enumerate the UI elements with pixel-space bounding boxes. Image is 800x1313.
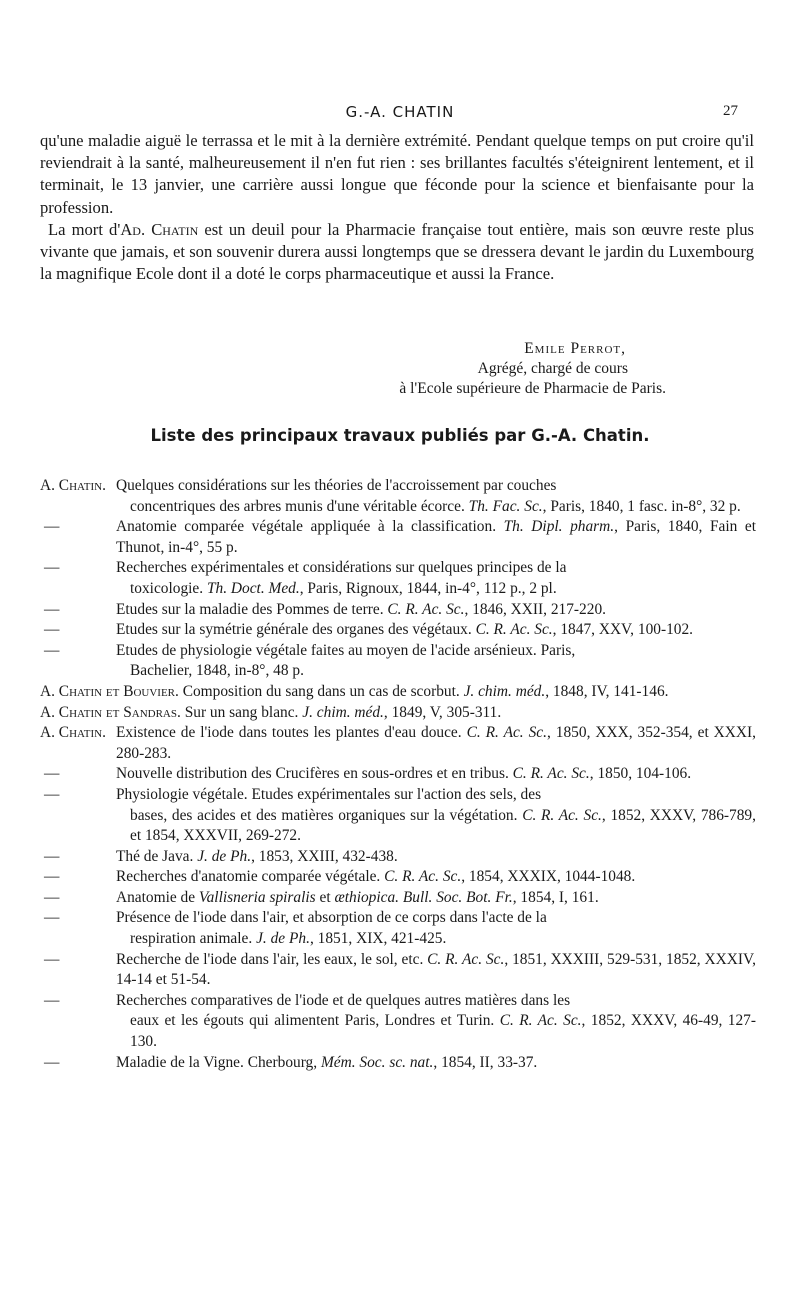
entry-citation: , 1849, V, 305-311. [383, 703, 502, 721]
entry-source: Th. Doct. Med. [206, 579, 300, 597]
paragraph-text: La mort d' [48, 219, 121, 239]
bibliography-entry [40, 867, 756, 888]
entry-text [40, 682, 756, 703]
entry-title: Recherche de l'iode dans l'air, les eaux, le sol, etc. [116, 950, 428, 968]
entry-source: C. R. Ac. Sc. [512, 765, 590, 783]
entry-citation: , 1854, II, 33-37. [433, 1053, 538, 1071]
bibliography-entry [40, 558, 756, 599]
bibliography-entry [40, 600, 756, 621]
entry-title: bases, des acides et des matières organiques sur la végétation. [130, 806, 523, 824]
ditto-dash: — [44, 991, 60, 1009]
entry-text [116, 991, 756, 1053]
ditto-dash: — [44, 518, 60, 536]
entry-title: Physiologie végétale. Etudes expérimentales sur l'action des sels, des [116, 785, 542, 803]
bibliography-entry [40, 723, 756, 764]
paragraph [40, 219, 754, 286]
entry-source: C. R. Ac. Sc. [522, 806, 602, 824]
bibliography-entry [40, 703, 756, 724]
entry-source: J. chim. méd. [302, 703, 384, 721]
entry-source: C. R. Ac. Sc. [384, 868, 462, 886]
entry-title: et [315, 888, 335, 906]
entry-author: A. Chatin et Bouvier. [40, 682, 183, 700]
entry-title: Maladie de la Vigne. Cherbourg, [116, 1053, 321, 1071]
entry-title: Recherches expérimentales et considérations sur quelques principes de la [116, 559, 567, 577]
entry-citation: , 1853, XXIII, 432-438. [251, 847, 398, 865]
entry-title: Anatomie comparée végétale appliquée à la classification. [116, 518, 504, 536]
ditto-dash: — [44, 888, 60, 906]
entry-source: Th. Dipl. pharm. [503, 518, 615, 536]
signature-role: Agrégé, chargé de cours [477, 360, 628, 377]
signature-name: Emile Perrot, [524, 340, 626, 357]
section-title: Liste des principaux travaux publiés par G.-A. Chatin. [150, 426, 650, 445]
entry-continuation [116, 579, 756, 600]
entry-title: Thé de Java. [116, 847, 198, 865]
entry-text [116, 476, 756, 517]
entry-title: respiration animale. [130, 930, 257, 948]
ditto-dash: — [44, 559, 60, 577]
entry-author: A. Chatin. [40, 724, 106, 742]
entry-source: C. R. Ac. Sc. [466, 724, 547, 742]
running-title: G.-A. CHATIN [345, 103, 455, 121]
ditto-dash: — [44, 1053, 60, 1071]
ditto-dash: — [44, 868, 60, 886]
bibliography-entry [40, 764, 756, 785]
entry-text [116, 600, 756, 621]
entry-title: Etudes sur la maladie des Pommes de terre. [116, 600, 388, 618]
bibliography-entry [40, 908, 756, 949]
entry-citation: , 1848, IV, 141-146. [545, 682, 669, 700]
bibliography-entry [40, 682, 756, 703]
signature-institution: à l'Ecole supérieure de Pharmacie de Paris. [399, 380, 666, 397]
entry-text [116, 867, 756, 888]
ditto-dash: — [44, 950, 60, 968]
ditto-dash: — [44, 600, 60, 618]
bibliography-entry [40, 1053, 756, 1074]
signature-block [40, 339, 754, 399]
entry-title: Nouvelle distribution des Crucifères en sous-ordres et en tribus. [116, 765, 513, 783]
entry-text [116, 723, 756, 764]
entry-title: Recherches comparatives de l'iode et de quelques autres matières dans les [116, 991, 571, 1009]
entry-source: C. R. Ac. Sc. [499, 1012, 582, 1030]
entry-text [116, 764, 756, 785]
entry-text [116, 517, 756, 558]
entry-source: J. chim. méd. [463, 682, 546, 700]
entry-title: Composition du sang dans un cas de scorbut. [182, 682, 464, 700]
entry-citation: , 1854, XXXIX, 1044-1048. [461, 868, 636, 886]
entry-continuation [116, 661, 756, 682]
entry-source: C. R. Ac. Sc. [475, 621, 553, 639]
entry-citation: , 1851, XIX, 421-425. [309, 930, 447, 948]
paragraph: qu'une maladie aiguë le terrassa et le mit à la dernière extrémité. Pendant quelque temps on put croire qu'il reviendrait à la santé, malheureusement il n'en fut rien : ses brillantes facultés s'éteignirent lentement, et il terminait, le 13 janvier, une carrière aussi longue que féconde pour la science et bienfaisante pour la profession. [40, 131, 754, 217]
entry-text [116, 908, 756, 949]
entry-citation: , Paris, 1840, 1 fasc. in-8°, 32 p. [542, 497, 741, 515]
ditto-dash: — [44, 785, 60, 803]
entry-source: æthiopica. Bull. Soc. Bot. Fr. [334, 888, 513, 906]
ditto-dash: — [44, 847, 60, 865]
entry-citation: , 1851, XXXIII, 529-531, 1852, XXXIV, 14-14 et 51-54. [116, 950, 756, 989]
entry-title: Quelques considérations sur les théories de l'accroissement par couches [116, 477, 557, 494]
paragraph-text: est un deuil pour la Pharmacie française tout entière, mais son œuvre reste plus vivante que jamais, et son souvenir durera aussi longtemps que se dressera devant le jardin du Luxembourg la magnifique Ecole dont il a doté le corps pharmaceutique et aussi la France. [40, 219, 754, 284]
bibliography-entry [40, 476, 756, 517]
bibliography-entry [40, 888, 756, 909]
entry-title: Sur un sang blanc. [184, 703, 303, 721]
entry-text [116, 950, 756, 991]
entry-text [116, 785, 756, 847]
entry-title: Etudes de physiologie végétale faites au moyen de l'acide arsénieux. Paris, [116, 641, 576, 659]
entry-text [116, 620, 756, 641]
ditto-dash: — [44, 909, 60, 927]
person-name: Ad. Chatin [120, 219, 199, 239]
entry-title: eaux et les égouts qui alimentent Paris, Londres et Turin. [130, 1012, 500, 1030]
entry-continuation [116, 1011, 756, 1052]
entry-title: Etudes sur la symétrie générale des organes des végétaux. [116, 621, 476, 639]
ditto-dash: — [44, 621, 60, 639]
entry-text [116, 641, 756, 682]
entry-title: Présence de l'iode dans l'air, et absorption de ce corps dans l'acte de la [116, 909, 547, 927]
bibliography-entry [40, 641, 756, 682]
entry-source: Vallisneria spiralis [198, 888, 316, 906]
entry-continuation [116, 806, 756, 847]
obituary-text [40, 130, 754, 285]
bibliography-entry [40, 785, 756, 847]
entry-title: Recherches d'anatomie comparée végétale. [116, 868, 385, 886]
entry-citation: , 1850, XXX, 352-354, et XXXI, 280-283. [116, 724, 756, 762]
entry-title: concentriques des arbres munis d'une véritable écorce. [130, 497, 469, 515]
entry-source: J. de Ph. [197, 847, 252, 865]
bibliography-entry [40, 991, 756, 1053]
entry-citation: , 1846, XXII, 217-220. [464, 600, 606, 618]
entry-title: Existence de l'iode dans toutes les plantes d'eau douce. [116, 724, 467, 742]
entry-title: Bachelier, 1848, in-8°, 48 p. [130, 662, 304, 680]
ditto-dash: — [44, 641, 60, 659]
entry-citation: , 1852, XXXV, 786-789, et 1854, XXXVII, 269-272. [130, 806, 756, 845]
page-header [0, 103, 800, 123]
bibliography-entry [40, 517, 756, 558]
page-number: 27 [723, 103, 738, 119]
bibliography-entry [40, 620, 756, 641]
entry-source: C. R. Ac. Sc. [387, 600, 465, 618]
entry-source: C. R. Ac. Sc. [427, 950, 505, 968]
entry-text [116, 888, 756, 909]
entry-source: Th. Fac. Sc. [468, 497, 543, 515]
entry-continuation [116, 497, 756, 518]
entry-citation: , Paris, Rignoux, 1844, in-4°, 112 p., 2 pl. [299, 579, 557, 597]
entry-source: Mém. Soc. sc. nat. [320, 1053, 434, 1071]
entry-text [40, 703, 756, 724]
entry-citation: , 1854, I, 161. [512, 888, 599, 906]
entry-citation: , 1850, 104-106. [589, 765, 692, 783]
entry-citation: , 1847, XXV, 100-102. [552, 621, 694, 639]
entry-text [116, 558, 756, 599]
bibliography-list [40, 476, 756, 1073]
bibliography-entry [40, 847, 756, 868]
entry-citation: , Paris, 1840, Fain et Thunot, in-4°, 55 p. [116, 518, 757, 556]
entry-title: Anatomie de [116, 888, 199, 906]
entry-source: J. de Ph. [256, 930, 310, 948]
entry-author: A. Chatin et Sandras. [40, 703, 185, 721]
entry-citation: , 1852, XXXV, 46-49, 127-130. [130, 1012, 756, 1051]
entry-author: A. Chatin. [40, 477, 106, 494]
entry-text [116, 1053, 756, 1074]
ditto-dash: — [44, 765, 60, 783]
entry-title: toxicologie. [130, 579, 207, 597]
entry-continuation [116, 929, 756, 950]
entry-text [116, 847, 756, 868]
bibliography-entry [40, 950, 756, 991]
